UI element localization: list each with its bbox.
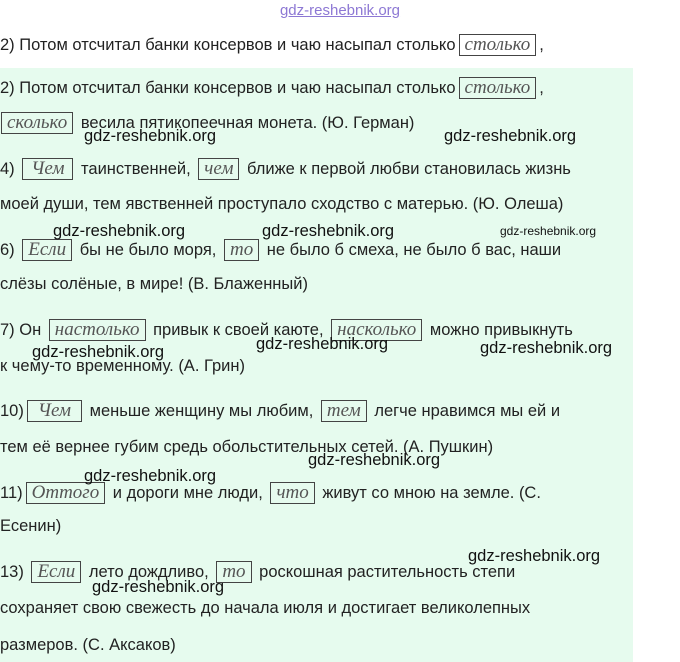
answer-box: Чем: [22, 158, 73, 180]
text-after: ближе к первой любви становилась жизнь: [247, 160, 571, 178]
watermark: gdz-reshebnik.org: [468, 547, 601, 565]
answer-box: что: [270, 482, 314, 504]
sentence-7-line-2: к чему-то временному. (А. Грин): [0, 357, 245, 375]
intro-line: [0, 34, 544, 56]
answer-box: Чем: [27, 400, 82, 422]
answer-box: столько: [459, 77, 537, 99]
answer-box: тем: [321, 400, 367, 422]
text-before: 7) Он: [0, 321, 42, 339]
sentence-11-line-2: Есенин): [0, 517, 62, 535]
answer-box: то: [224, 239, 259, 261]
watermark: gdz-reshebnik.org: [84, 467, 217, 485]
answer-box: Оттого: [26, 482, 106, 504]
text-after: легче нравимся мы ей и: [374, 402, 561, 420]
text-before: 10): [0, 402, 24, 420]
sentence-6-line-1: [0, 239, 561, 261]
text-before: 13): [0, 563, 24, 581]
text-before: 2) Потом отсчитал банки консервов и чаю насыпал столько: [0, 79, 456, 97]
answer-box: Если: [22, 239, 72, 261]
sentence-11-line-1: [0, 482, 541, 504]
text-before: 11): [0, 484, 23, 502]
text-before: 4): [0, 160, 15, 178]
answer-box: настолько: [49, 319, 146, 341]
sentence-10-line-2: тем её вернее губим средь обольстительных сетей. (А. Пушкин): [0, 438, 494, 456]
text-mid: таинственней,: [81, 160, 191, 178]
text-after: роскошная растительность степи: [259, 563, 516, 581]
sentence-10-line-1: [0, 400, 560, 422]
text-after: живут со мною на земле. (С.: [322, 484, 541, 502]
sentence-13-line-3: размеров. (С. Аксаков): [0, 636, 176, 654]
sentence-6-line-2: слёзы солёные, в мире! (В. Блаженный): [0, 275, 308, 293]
answer-box: столько: [459, 34, 537, 56]
text-mid: меньше женщину мы любим,: [89, 402, 314, 420]
sentence-13-line-1: [0, 561, 515, 583]
watermark: gdz-reshebnik.org: [308, 451, 441, 469]
intro-before: 2) Потом отсчитал банки консервов и чаю насыпал столько: [0, 36, 456, 54]
watermark: gdz-reshebnik.org: [53, 222, 186, 240]
watermark: gdz-reshebnik.org: [262, 222, 395, 240]
text-after: весила пятикопеечная монета. (Ю. Герман): [80, 114, 415, 132]
answer-box: то: [216, 561, 251, 583]
answer-box: сколько: [1, 112, 73, 134]
text-mid: бы не было моря,: [79, 241, 217, 259]
text-before: 6): [0, 241, 15, 259]
answer-box: чем: [198, 158, 239, 180]
text-after: не было б смеха, не было б вас, наши: [266, 241, 562, 259]
watermark: gdz-reshebnik.org: [84, 127, 217, 145]
watermark: gdz-reshebnik.org: [480, 339, 613, 357]
top-watermark[interactable]: gdz-reshebnik.org: [279, 2, 401, 19]
answer-box: насколько: [331, 319, 422, 341]
watermark: gdz-reshebnik.org: [32, 343, 165, 361]
watermark: gdz-reshebnik.org: [500, 224, 597, 238]
text-mid: лето дождливо,: [88, 563, 209, 581]
sentence-13-line-2: сохраняет свою свежесть до начала июля и достигает великолепных: [0, 599, 531, 617]
watermark: gdz-reshebnik.org: [256, 335, 389, 353]
sentence-4-line-2: моей души, тем явственней проступало сходство с матерью. (Ю. Олеша): [0, 195, 564, 213]
answer-box: Если: [31, 561, 81, 583]
text-mid: привык к своей каюте,: [153, 321, 324, 339]
watermark: gdz-reshebnik.org: [444, 127, 577, 145]
sentence-2-line-1: [0, 77, 544, 99]
watermark: gdz-reshebnik.org: [92, 578, 225, 596]
answer-panel: [0, 68, 633, 662]
sentence-4-line-1: [0, 158, 571, 180]
text-after: можно привыкнуть: [429, 321, 573, 339]
text-mid: и дороги мне люди,: [112, 484, 263, 502]
intro-after: ,: [539, 36, 544, 54]
text-after: ,: [539, 79, 544, 97]
